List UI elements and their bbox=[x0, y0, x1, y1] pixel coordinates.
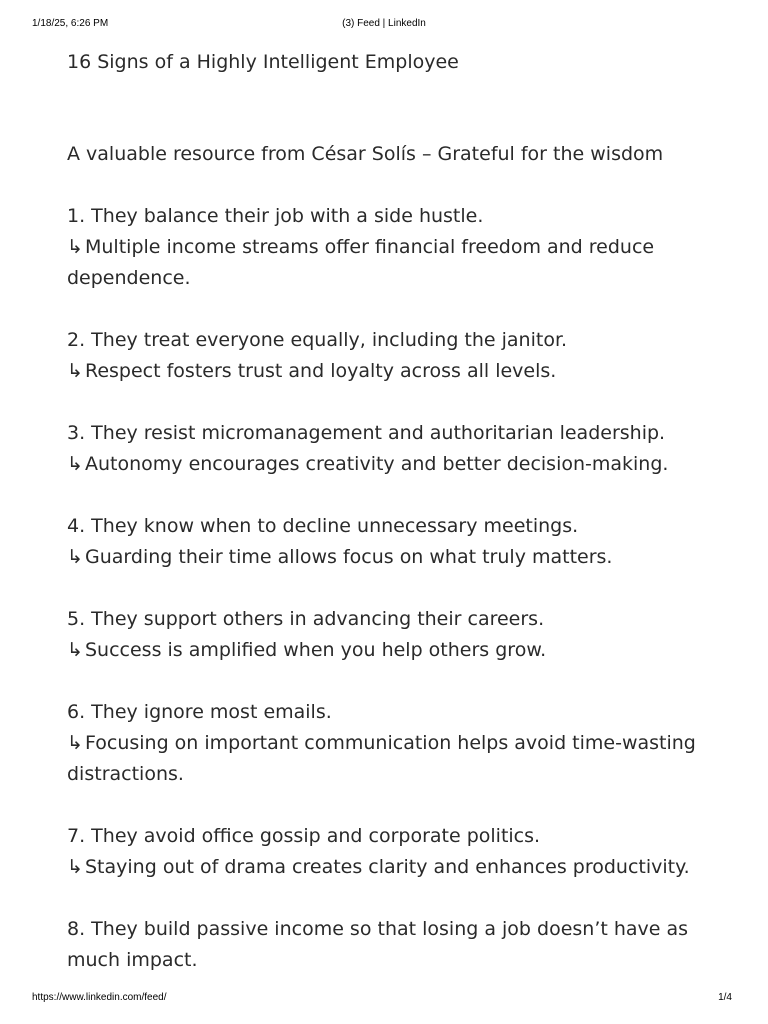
arrow-icon: ↳ bbox=[67, 453, 83, 475]
list-item-detail bbox=[67, 232, 707, 294]
list-item-detail-text: Focusing on important communication helps avoid time-wasting distractions. bbox=[67, 732, 696, 785]
list-item bbox=[67, 821, 707, 883]
list-item bbox=[67, 325, 707, 387]
arrow-icon: ↳ bbox=[67, 856, 83, 878]
document-title: 16 Signs of a Highly Intelligent Employee bbox=[67, 51, 459, 73]
print-header bbox=[32, 18, 736, 32]
list-item-point: 2. They treat everyone equally, including the janitor. bbox=[67, 329, 568, 351]
list-item-detail bbox=[67, 852, 707, 883]
list-item-detail bbox=[67, 356, 707, 387]
print-url: https://www.linkedin.com/feed/ bbox=[32, 992, 167, 1003]
list-item bbox=[67, 201, 707, 294]
list-item bbox=[67, 914, 707, 976]
list-item bbox=[67, 604, 707, 666]
arrow-icon: ↳ bbox=[67, 360, 83, 382]
list-item-detail-text: Multiple income streams offer financial freedom and reduce dependence. bbox=[67, 236, 655, 289]
list-item-point: 4. They know when to decline unnecessary meetings. bbox=[67, 515, 579, 537]
list-item bbox=[67, 697, 707, 790]
arrow-icon: ↳ bbox=[67, 732, 83, 754]
print-page-title: (3) Feed | LinkedIn bbox=[342, 18, 426, 29]
list-item bbox=[67, 511, 707, 573]
print-date: 1/18/25, 6:26 PM bbox=[32, 18, 109, 29]
list-item-detail-text: Autonomy encourages creativity and better decision-making. bbox=[85, 453, 669, 475]
page-number: 1/4 bbox=[718, 992, 732, 1003]
list-item-detail-text: Staying out of drama creates clarity and enhances productivity. bbox=[85, 856, 690, 878]
list-item-detail-text: Respect fosters trust and loyalty across all levels. bbox=[85, 360, 557, 382]
post-content bbox=[67, 48, 707, 976]
list-item-detail bbox=[67, 728, 707, 790]
list-item-detail bbox=[67, 449, 707, 480]
intro-line: A valuable resource from César Solís – Grateful for the wisdom bbox=[67, 143, 664, 165]
list-item bbox=[67, 418, 707, 480]
list-item-point: 6. They ignore most emails. bbox=[67, 701, 332, 723]
list-item-point: 8. They build passive income so that losing a job doesn’t have as much impact. bbox=[67, 918, 689, 971]
list-item-detail-text: Guarding their time allows focus on what truly matters. bbox=[85, 546, 613, 568]
list-item-point: 3. They resist micromanagement and authoritarian leadership. bbox=[67, 422, 666, 444]
list-item-detail bbox=[67, 542, 707, 573]
list-item-point: 1. They balance their job with a side hustle. bbox=[67, 205, 484, 227]
arrow-icon: ↳ bbox=[67, 546, 83, 568]
print-footer bbox=[32, 992, 736, 1006]
list-item-point: 5. They support others in advancing their careers. bbox=[67, 608, 545, 630]
list-item-detail bbox=[67, 635, 707, 666]
arrow-icon: ↳ bbox=[67, 236, 83, 258]
list-item-detail-text: Success is amplified when you help others grow. bbox=[85, 639, 547, 661]
arrow-icon: ↳ bbox=[67, 639, 83, 661]
list-item-point: 7. They avoid office gossip and corporate politics. bbox=[67, 825, 541, 847]
